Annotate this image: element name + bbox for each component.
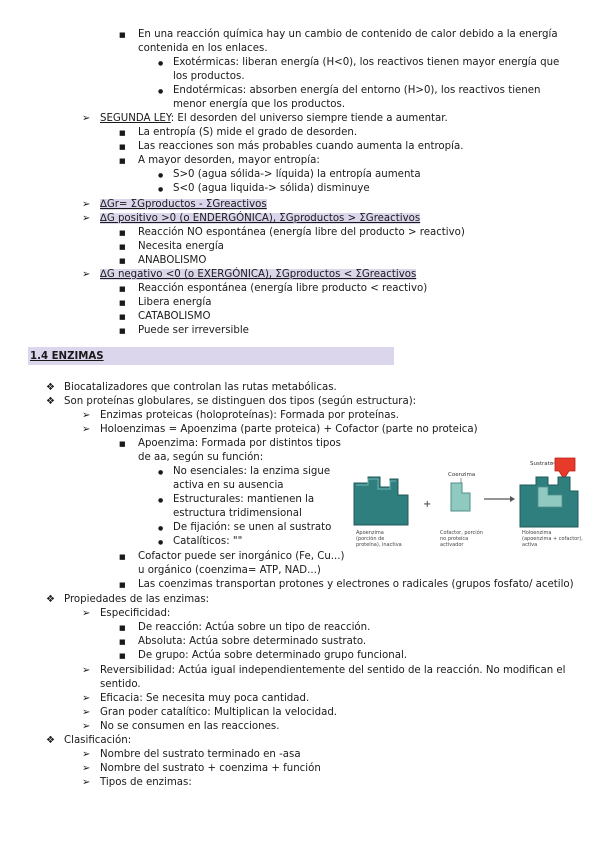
exothermic-line-cont: los productos. — [173, 71, 245, 82]
entropy-line: Las reacciones son más probables cuando aumenta la entropía. — [138, 141, 464, 152]
aa-function-line-cont: activa en su ausencia — [173, 480, 284, 491]
specificity-item: Absoluta: Actúa sobre determinado sustrato. — [138, 636, 367, 647]
gibbs-negative-item: Libera energía — [138, 297, 212, 308]
bullet-square-icon — [119, 636, 126, 649]
substrate-shape — [555, 458, 575, 479]
properties-title: Propiedades de las enzimas: — [64, 594, 210, 605]
section-heading: 1.4 ENZIMAS — [30, 351, 104, 362]
entropy-line: A mayor desorden, mayor entropía: — [138, 155, 320, 166]
arrow-bullet-icon — [82, 607, 90, 621]
specificity-title: Especificidad: — [100, 608, 171, 619]
aa-function-line: Estructurales: mantienen la — [173, 494, 315, 505]
arrow-bullet-icon — [82, 748, 90, 762]
holoenzyme-caption: Holoenzima (apoenzima + cofactor), activa — [522, 530, 583, 548]
enzyme-definition: Biocatalizadores que controlan las rutas metabólicas. — [64, 382, 337, 393]
bullet-dot-icon — [158, 536, 163, 549]
entropy-line: La entropía (S) mide el grado de desorden. — [138, 127, 358, 138]
apoenzyme-shape — [354, 477, 408, 525]
enzyme-type: Enzimas proteicas (holoproteínas): Formada por proteínas. — [100, 410, 400, 421]
endothermic-line: Endotérmicas: absorben energía del entorno (H>0), los reactivos tienen — [173, 85, 541, 96]
arrow-bullet-icon — [82, 212, 90, 226]
gibbs-negative — [100, 268, 416, 281]
endothermic-line-cont: menor energía que los productos. — [173, 99, 346, 110]
bullet-square-icon — [119, 551, 126, 564]
gibbs-positive-item: Necesita energía — [138, 241, 224, 252]
diamond-bullet-icon — [46, 593, 55, 607]
bullet-square-icon — [119, 579, 126, 592]
gibbs-negative-item: CATABOLISMO — [138, 311, 211, 322]
bullet-square-icon — [119, 29, 126, 42]
bullet-square-icon — [119, 650, 126, 663]
aa-function-line: No esenciales: la enzima sigue — [173, 466, 331, 477]
bullet-square-icon — [119, 227, 126, 240]
arrow-bullet-icon — [82, 664, 90, 678]
arrow-bullet-icon — [82, 762, 90, 776]
coenzyme-line: Las coenzimas transportan protones y electrones o radicales (grupos fosfato/ acetilo) — [138, 579, 574, 590]
gibbs-positive-text: ∆G positivo >0 (o ENDERGÓNICA), ΣGproductos > ΣGreactivos — [100, 213, 421, 224]
reaction-arrowhead-icon — [510, 496, 515, 502]
classification-item: Tipos de enzimas: — [100, 777, 192, 788]
catalytic-power-line: Gran poder catalítico: Multiplican la velocidad. — [100, 707, 338, 718]
classification-title: Clasificación: — [64, 735, 132, 746]
apoenzyme-line-cont: de aa, según su función: — [138, 452, 264, 463]
holoenzyme-diagram — [350, 455, 585, 555]
arrow-bullet-icon — [82, 706, 90, 720]
second-law-title: SEGUNDA LEY — [100, 113, 171, 124]
diamond-bullet-icon — [46, 734, 55, 748]
classification-item: Nombre del sustrato + coenzima + función — [100, 763, 321, 774]
coenzyme-shape — [451, 483, 470, 511]
bullet-square-icon — [119, 255, 126, 268]
gibbs-positive-item: ANABOLISMO — [138, 255, 207, 266]
cofactor-caption: Cofactor, porción no proteica activador — [440, 530, 483, 548]
classification-item: Nombre del sustrato terminado en -asa — [100, 749, 301, 760]
apoenzyme-caption: Apoenzima (porción de proteína), inactiva — [356, 530, 402, 548]
arrow-bullet-icon — [82, 409, 90, 423]
aa-function-line-cont: estructura tridimensional — [173, 508, 302, 519]
bullet-dot-icon — [158, 85, 163, 98]
bullet-square-icon — [119, 141, 126, 154]
reversibility-line-cont: sentido. — [100, 679, 141, 690]
cofactor-line-cont: u orgánico (coenzima= ATP, NAD...) — [138, 565, 321, 576]
bullet-dot-icon — [158, 522, 163, 535]
specificity-item: De reacción: Actúa sobre un tipo de reacción. — [138, 622, 371, 633]
arrow-bullet-icon — [82, 720, 90, 734]
bullet-square-icon — [119, 622, 126, 635]
bullet-dot-icon — [158, 57, 163, 70]
bullet-square-icon — [119, 283, 126, 296]
bullet-dot-icon — [158, 169, 163, 182]
arrow-bullet-icon — [82, 776, 90, 790]
efficacy-line: Eficacia: Se necesita muy poca cantidad. — [100, 693, 310, 704]
gibbs-positive — [100, 212, 420, 225]
bullet-square-icon — [119, 155, 126, 168]
gibbs-negative-item: Puede ser irreversible — [138, 325, 249, 336]
sustrato-label: Sustrato — [530, 461, 554, 467]
energy-line-cont: contenida en los enlaces. — [138, 43, 268, 54]
cofactor-line: Cofactor puede ser inorgánico (Fe, Cu...) — [138, 551, 345, 562]
coenzima-label: Coenzima — [448, 472, 476, 478]
exothermic-line: Exotérmicas: liberan energía (H<0), los reactivos tienen mayor energía que — [173, 57, 560, 68]
gibbs-positive-item: Reacción NO espontánea (energía libre del producto > reactivo) — [138, 227, 465, 238]
diamond-bullet-icon — [46, 395, 55, 409]
bullet-dot-icon — [158, 494, 163, 507]
bullet-square-icon — [119, 311, 126, 324]
entropy-sub-line: S<0 (agua liquida-> sólida) disminuye — [173, 183, 370, 194]
entropy-sub-line: S>0 (agua sólida-> líquida) la entropía aumenta — [173, 169, 421, 180]
energy-line: En una reacción química hay un cambio de contenido de calor debido a la energía — [138, 29, 558, 40]
bullet-square-icon — [119, 241, 126, 254]
specificity-item: De grupo: Actúa sobre determinado grupo funcional. — [138, 650, 408, 661]
bullet-square-icon — [119, 297, 126, 310]
plus-sign: + — [423, 499, 432, 510]
aa-function-line: Catalíticos: "" — [173, 536, 243, 547]
enzyme-type: Holoenzimas = Apoenzima (parte proteica) + Cofactor (parte no proteica) — [100, 424, 478, 435]
arrow-bullet-icon — [82, 268, 90, 282]
not-consumed-line: No se consumen en las reacciones. — [100, 721, 280, 732]
arrow-bullet-icon — [82, 198, 90, 212]
arrow-bullet-icon — [82, 692, 90, 706]
second-law-line — [100, 112, 448, 125]
aa-function-line: De fijación: se unen al sustrato — [173, 522, 332, 533]
gibbs-negative-item: Reacción espontánea (energía libre producto < reactivo) — [138, 283, 428, 294]
arrow-bullet-icon — [82, 112, 90, 126]
bullet-dot-icon — [158, 183, 163, 196]
bullet-dot-icon — [158, 466, 163, 479]
arrow-bullet-icon — [82, 423, 90, 437]
bullet-square-icon — [119, 127, 126, 140]
gibbs-negative-text: ∆G negativo <0 (o EXERGÓNICA), ΣGproductos < ΣGreactivos — [100, 269, 417, 280]
diamond-bullet-icon — [46, 381, 55, 395]
second-law-text: : El desorden del universo siempre tiende a aumentar. — [170, 113, 448, 124]
bullet-square-icon — [119, 438, 126, 451]
gibbs-formula — [100, 198, 267, 211]
apoenzyme-line: Apoenzima: Formada por distintos tipos — [138, 438, 341, 449]
bullet-square-icon — [119, 325, 126, 338]
gibbs-formula-text: ∆Gr= ΣGproductos - ΣGreactivos — [100, 199, 267, 210]
enzyme-definition: Son proteínas globulares, se distinguen dos tipos (según estructura): — [64, 396, 417, 407]
reversibility-line: Reversibilidad: Actúa igual independientemente del sentido de la reacción. No modifican el — [100, 665, 566, 676]
